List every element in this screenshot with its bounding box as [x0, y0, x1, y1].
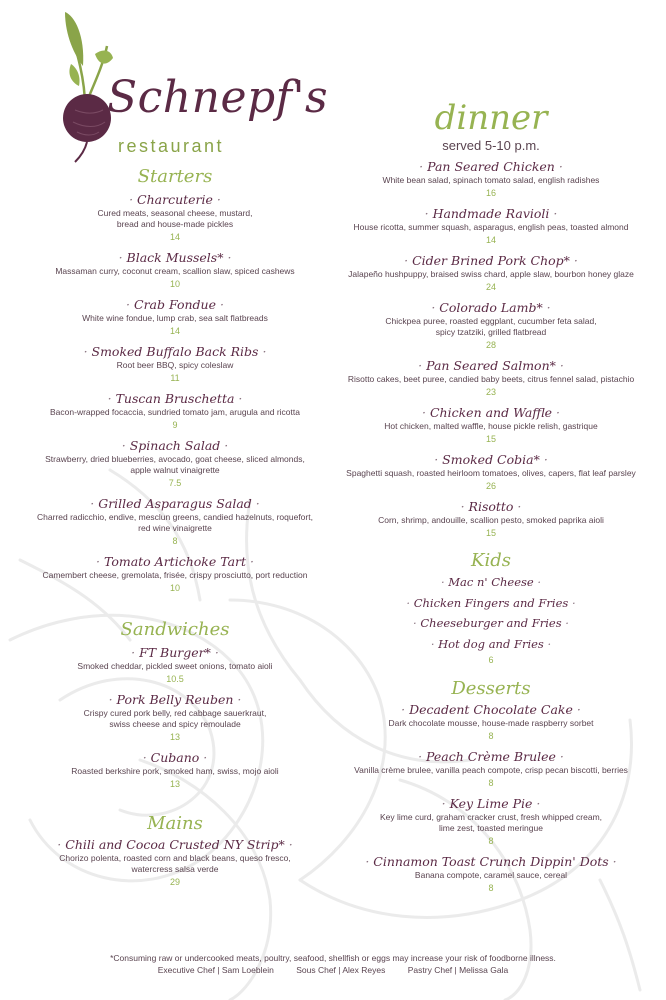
dinner-section	[335, 159, 647, 540]
dinner-title: dinner	[434, 98, 548, 138]
section-title-sandwiches: Sandwiches	[120, 619, 230, 640]
menu-item	[335, 253, 647, 294]
kids-item: · Chicken Fingers and Fries ·	[335, 593, 647, 614]
menu-item	[335, 405, 647, 446]
kids-item: · Mac n' Cheese ·	[335, 572, 647, 593]
item-name: · Colorado Lamb* ·	[335, 300, 647, 316]
item-price: 8	[488, 731, 494, 741]
sandwiches-section	[20, 619, 330, 791]
item-desc: Massaman curry, coconut cream, scallion slaw, spiced cashews	[55, 266, 295, 276]
desserts-section	[335, 678, 647, 895]
pastry-chef: Pastry Chef | Melissa Gala	[407, 965, 509, 975]
restaurant-subtitle: restaurant	[118, 136, 225, 156]
menu-item	[335, 499, 647, 540]
item-name: · Cinnamon Toast Crunch Dippin' Dots ·	[335, 854, 647, 870]
item-price: 14	[485, 235, 496, 245]
mains-section	[20, 813, 330, 889]
item-desc: Vanilla crème brulee, vanilla peach compote, crisp pecan biscotti, berries	[354, 765, 628, 775]
section-title-mains: Mains	[147, 813, 203, 834]
restaurant-name: Schnepf's	[107, 72, 329, 123]
item-name: · Chili and Cocoa Crusted NY Strip* ·	[20, 837, 330, 853]
item-desc: Hot chicken, malted waffle, house pickle relish, gastrique	[384, 421, 598, 431]
item-name: · Cider Brined Pork Chop* ·	[335, 253, 647, 269]
right-column	[335, 98, 647, 895]
left-column	[20, 166, 330, 889]
item-price: 15	[485, 528, 496, 538]
item-name: · Crab Fondue ·	[20, 297, 330, 313]
item-desc: Charred radicchio, endive, mesclun greens, candied hazelnuts, roquefort, red wine vinaigrette	[37, 512, 313, 533]
item-desc: Crispy cured pork belly, red cabbage sauerkraut, swiss cheese and spicy remoulade	[83, 708, 267, 729]
chef-credits	[0, 964, 666, 976]
menu-item	[335, 159, 647, 200]
item-price: 9	[172, 420, 178, 430]
item-price: 15	[485, 434, 496, 444]
item-price: 29	[169, 877, 180, 887]
menu-item	[335, 358, 647, 399]
item-price: 23	[485, 387, 496, 397]
item-desc: Bacon-wrapped focaccia, sundried tomato jam, arugula and ricotta	[50, 407, 300, 417]
item-price: 10	[169, 583, 180, 593]
menu-item	[335, 452, 647, 493]
item-desc: Root beer BBQ, spicy coleslaw	[116, 360, 234, 370]
item-price: 14	[169, 326, 180, 336]
item-name: · Smoked Cobia* ·	[335, 452, 647, 468]
item-desc: White wine fondue, lump crab, sea salt flatbreads	[82, 313, 268, 323]
item-name: · Black Mussels* ·	[20, 250, 330, 266]
item-price: 28	[485, 340, 496, 350]
menu-item	[20, 297, 330, 338]
menu-item	[335, 749, 647, 790]
menu-item	[20, 344, 330, 385]
section-title-desserts: Desserts	[451, 678, 531, 699]
item-desc: Roasted berkshire pork, smoked ham, swiss, mojo aioli	[71, 766, 279, 776]
item-name: · Pan Seared Salmon* ·	[335, 358, 647, 374]
menu-item	[20, 391, 330, 432]
item-price: 10	[169, 279, 180, 289]
menu-item	[20, 192, 330, 244]
footer	[0, 952, 666, 976]
item-desc: White bean salad, spinach tomato salad, english radishes	[382, 175, 600, 185]
item-name: · FT Burger* ·	[20, 645, 330, 661]
item-desc: Cured meats, seasonal cheese, mustard, bread and house-made pickles	[97, 208, 253, 229]
foodborne-disclaimer: *Consuming raw or undercooked meats, poultry, seafood, shellfish or eggs may increase your risk of foodborne illness.	[110, 953, 556, 963]
item-price: 16	[485, 188, 496, 198]
item-price: 13	[169, 779, 180, 789]
item-name: · Charcuterie ·	[20, 192, 330, 208]
item-name: · Decadent Chocolate Cake ·	[335, 702, 647, 718]
sous-chef: Sous Chef | Alex Reyes	[296, 965, 386, 975]
item-desc: Spaghetti squash, roasted heirloom tomatoes, olives, capers, flat leaf parsley	[346, 468, 636, 478]
menu-item	[335, 854, 647, 895]
item-price: 10.5	[166, 674, 184, 684]
item-desc: Strawberry, dried blueberries, avocado, goat cheese, sliced almonds, apple walnut vinaigrette	[45, 454, 305, 475]
item-price: 8	[488, 836, 494, 846]
item-name: · Pork Belly Reuben ·	[20, 692, 330, 708]
item-desc: Risotto cakes, beet puree, candied baby beets, citrus fennel salad, pistachio	[347, 374, 635, 384]
menu-item	[20, 837, 330, 889]
kids-item: · Cheeseburger and Fries ·	[335, 613, 647, 634]
item-price: 8	[488, 778, 494, 788]
item-name: · Peach Crème Brulee ·	[335, 749, 647, 765]
item-name: · Smoked Buffalo Back Ribs ·	[20, 344, 330, 360]
item-desc: Dark chocolate mousse, house-made raspberry sorbet	[388, 718, 594, 728]
item-name: · Tuscan Bruschetta ·	[20, 391, 330, 407]
executive-chef: Executive Chef | Sam Loeblein	[157, 965, 274, 975]
kids-price: 6	[488, 655, 494, 665]
item-price: 13	[169, 732, 180, 742]
menu-item	[335, 300, 647, 352]
menu-item	[20, 554, 330, 595]
kids-section	[335, 550, 647, 666]
section-title-kids: Kids	[471, 550, 511, 571]
menu-item	[335, 702, 647, 743]
item-name: · Key Lime Pie ·	[335, 796, 647, 812]
menu-item	[20, 438, 330, 490]
item-desc: Jalapeño hushpuppy, braised swiss chard, apple slaw, bourbon honey glaze	[348, 269, 634, 279]
item-desc: Camembert cheese, gremolata, frisée, crispy prosciutto, port reduction	[42, 570, 308, 580]
item-price: 24	[485, 282, 496, 292]
item-name: · Chicken and Waffle ·	[335, 405, 647, 421]
section-title-starters: Starters	[137, 166, 213, 187]
item-desc: Chickpea puree, roasted eggplant, cucumber feta salad, spicy tzatziki, grilled flatbread	[385, 316, 597, 337]
item-desc: Banana compote, caramel sauce, cereal	[414, 870, 568, 880]
item-price: 7.5	[168, 478, 182, 488]
item-desc: Key lime curd, graham cracker crust, fresh whipped cream, lime zest, toasted meringue	[379, 812, 603, 833]
item-desc: Corn, shrimp, andouille, scallion pesto, smoked paprika aioli	[378, 515, 604, 525]
item-price: 14	[169, 232, 180, 242]
item-desc: Chorizo polenta, roasted corn and black beans, queso fresco, watercress salsa verde	[59, 853, 291, 874]
item-price: 26	[485, 481, 496, 491]
menu-item	[335, 206, 647, 247]
kids-item: · Hot dog and Fries ·	[335, 634, 647, 655]
item-desc: Smoked cheddar, pickled sweet onions, tomato aioli	[77, 661, 273, 671]
menu-item	[20, 496, 330, 548]
menu-item	[20, 750, 330, 791]
item-name: · Grilled Asparagus Salad ·	[20, 496, 330, 512]
served-hours: served 5-10 p.m.	[442, 138, 540, 153]
item-name: · Cubano ·	[20, 750, 330, 766]
item-name: · Tomato Artichoke Tart ·	[20, 554, 330, 570]
item-price: 8	[488, 883, 494, 893]
item-price: 8	[172, 536, 178, 546]
menu-item	[335, 796, 647, 848]
menu-item	[20, 250, 330, 291]
item-price: 11	[170, 373, 180, 383]
item-name: · Spinach Salad ·	[20, 438, 330, 454]
menu-item	[20, 692, 330, 744]
item-name: · Pan Seared Chicken ·	[335, 159, 647, 175]
menu-item	[20, 645, 330, 686]
item-name: · Risotto ·	[335, 499, 647, 515]
item-desc: House ricotta, summer squash, asparagus, english peas, toasted almond	[353, 222, 629, 232]
item-name: · Handmade Ravioli ·	[335, 206, 647, 222]
starters-section	[20, 166, 330, 595]
